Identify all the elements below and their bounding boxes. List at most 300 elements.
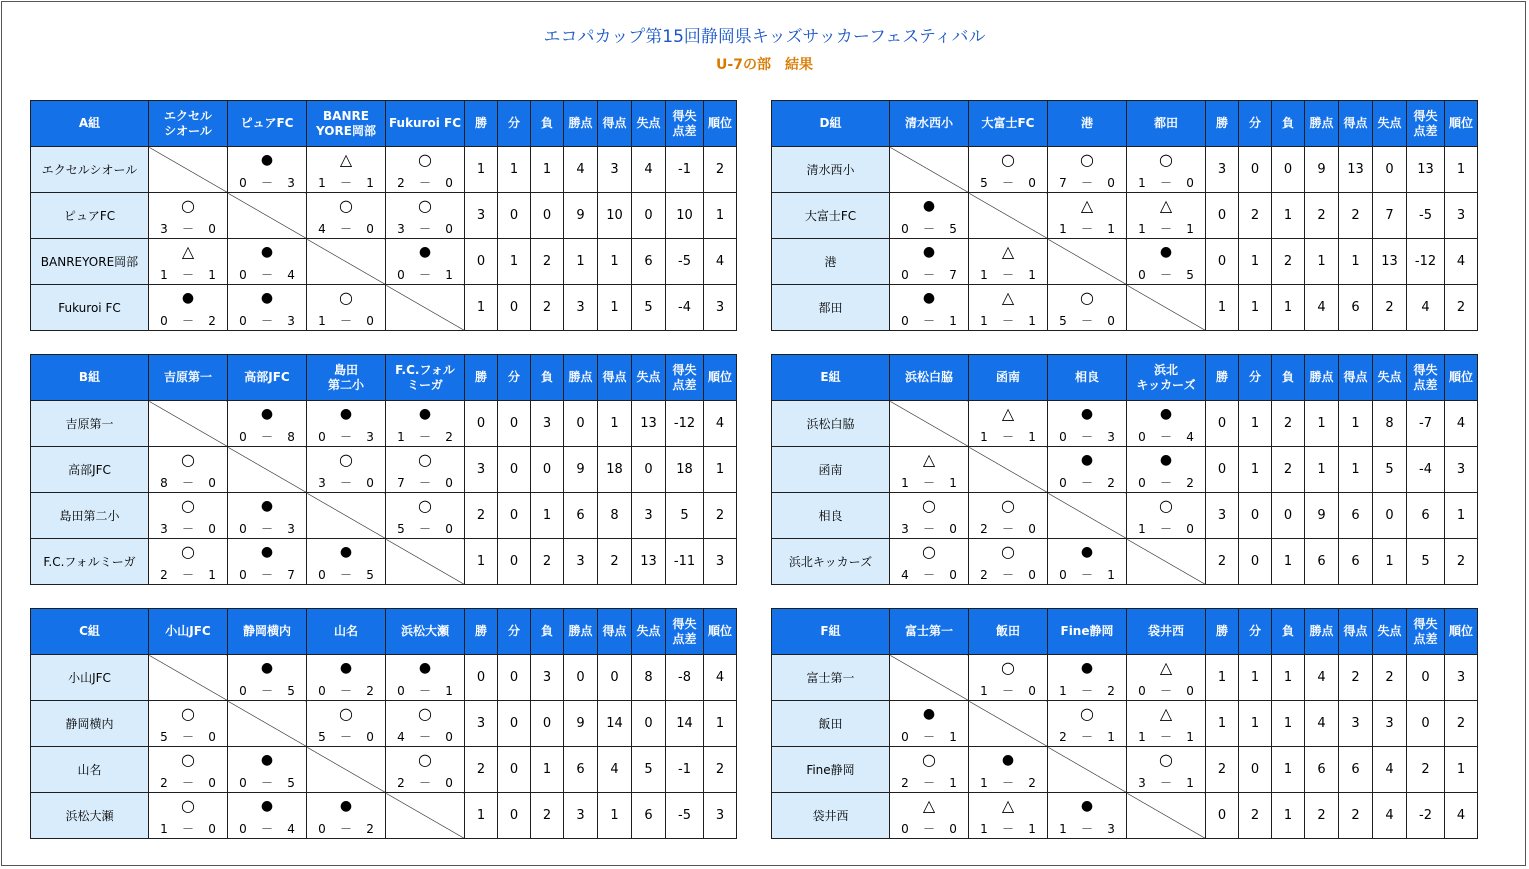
stat-value: 2 (1272, 447, 1305, 493)
stat-value: 2 (1373, 285, 1407, 331)
match-score (1048, 684, 1126, 699)
score-dash: － (1001, 522, 1014, 536)
match-result (386, 493, 465, 539)
opponent-header: 大富士FC (969, 101, 1048, 147)
match-score (228, 314, 306, 329)
score-dash: － (181, 268, 194, 282)
stat-header: 得失 点差 (1407, 101, 1445, 147)
score-dash: － (339, 476, 352, 490)
score-opponent: 2 (1107, 476, 1115, 490)
result-mark: ○ (922, 750, 936, 769)
stat-value: 13 (632, 401, 666, 447)
score-own: 3 (160, 222, 168, 236)
stat-value: 10 (666, 193, 704, 239)
score-own: 5 (397, 522, 405, 536)
stat-value: 5 (632, 285, 666, 331)
team-row (772, 793, 1478, 839)
stat-value: 3 (1445, 193, 1478, 239)
stat-value: -4 (666, 285, 704, 331)
stat-value: 0 (465, 239, 498, 285)
result-mark: ○ (1159, 496, 1173, 515)
stat-header: 負 (1272, 355, 1305, 401)
score-opponent: 1 (445, 268, 453, 282)
match-score (890, 776, 968, 791)
score-dash: － (922, 776, 935, 790)
stat-value: 1 (1239, 655, 1272, 701)
result-mark: ● (1159, 244, 1173, 260)
stat-value: 3 (531, 401, 564, 447)
stat-value: 6 (1339, 493, 1373, 539)
stat-header: 順位 (1445, 101, 1478, 147)
stat-value: -1 (666, 747, 704, 793)
score-opponent: 5 (949, 222, 957, 236)
score-opponent: 1 (1028, 430, 1036, 444)
stat-value: 1 (1239, 447, 1272, 493)
team-row (772, 193, 1478, 239)
match-result (1127, 747, 1206, 793)
stat-value: 3 (465, 447, 498, 493)
match-result (1127, 447, 1206, 493)
match-score (890, 568, 968, 583)
team-name: 静岡横内 (31, 701, 149, 747)
score-dash: － (339, 222, 352, 236)
match-score (386, 684, 464, 699)
score-own: 1 (980, 822, 988, 836)
score-dash: － (260, 776, 273, 790)
match-score (307, 568, 385, 583)
team-row (772, 655, 1478, 701)
stat-value: 0 (1407, 655, 1445, 701)
stat-value: 3 (1373, 701, 1407, 747)
score-dash: － (1001, 430, 1014, 444)
score-opponent: 0 (1186, 522, 1194, 536)
match-score (1048, 822, 1126, 837)
score-dash: － (1159, 222, 1172, 236)
stat-value: 0 (531, 193, 564, 239)
score-dash: － (1001, 314, 1014, 328)
score-dash: － (181, 522, 194, 536)
match-result (969, 793, 1048, 839)
result-mark: ● (922, 290, 936, 306)
score-own: 0 (1059, 476, 1067, 490)
stat-header: 勝 (1206, 609, 1239, 655)
score-own: 0 (239, 568, 247, 582)
result-mark: △ (1001, 288, 1015, 307)
stat-value: 0 (1373, 147, 1407, 193)
result-mark: ○ (1080, 704, 1094, 723)
match-score (228, 268, 306, 283)
match-score (969, 268, 1047, 283)
score-dash: － (1001, 568, 1014, 582)
result-mark: ● (1159, 406, 1173, 422)
match-result (149, 747, 228, 793)
stat-value: 6 (1407, 493, 1445, 539)
match-score (149, 522, 227, 537)
stat-value: 6 (1339, 285, 1373, 331)
group-name: D組 (772, 101, 890, 147)
match-result (1048, 147, 1127, 193)
match-score (386, 176, 464, 191)
stat-value: 3 (1445, 655, 1478, 701)
stat-value: 4 (1445, 793, 1478, 839)
stat-value: 3 (465, 193, 498, 239)
match-result (149, 239, 228, 285)
score-opponent: 0 (366, 222, 374, 236)
stat-value: 1 (1305, 239, 1339, 285)
stat-value: 6 (1305, 747, 1339, 793)
stat-value: 2 (531, 793, 564, 839)
score-dash: － (418, 776, 431, 790)
match-result (386, 447, 465, 493)
score-dash: － (418, 430, 431, 444)
match-result (307, 285, 386, 331)
score-dash: － (260, 684, 273, 698)
stat-value: 2 (531, 539, 564, 585)
group-table (771, 100, 1478, 331)
score-dash: － (181, 568, 194, 582)
stat-value: 3 (1206, 147, 1239, 193)
score-own: 0 (239, 684, 247, 698)
score-dash: － (260, 822, 273, 836)
stat-value: 3 (704, 539, 737, 585)
result-mark: ● (339, 660, 353, 676)
stat-header: 得失 点差 (666, 609, 704, 655)
score-own: 8 (160, 476, 168, 490)
score-own: 2 (397, 176, 405, 190)
match-result (149, 447, 228, 493)
score-own: 0 (239, 268, 247, 282)
score-opponent: 1 (1107, 730, 1115, 744)
match-result (890, 793, 969, 839)
group-name: A組 (31, 101, 149, 147)
team-name: 都田 (772, 285, 890, 331)
stat-value: 0 (1373, 493, 1407, 539)
result-mark: ○ (339, 288, 353, 307)
match-score (228, 776, 306, 791)
match-result (890, 193, 969, 239)
stat-header: 失点 (1373, 101, 1407, 147)
stat-value: 0 (498, 701, 531, 747)
match-result (307, 401, 386, 447)
score-dash: － (922, 476, 935, 490)
score-opponent: 1 (208, 568, 216, 582)
score-opponent: 0 (1028, 176, 1036, 190)
stat-value: 1 (704, 447, 737, 493)
match-score (228, 176, 306, 191)
stat-value: 0 (598, 655, 632, 701)
stat-value: 1 (1206, 285, 1239, 331)
score-opponent: 4 (287, 268, 295, 282)
stat-value: 1 (498, 147, 531, 193)
stat-value: 1 (1339, 447, 1373, 493)
match-result (1127, 701, 1206, 747)
team-name: 浜松白脇 (772, 401, 890, 447)
team-row (31, 193, 737, 239)
score-opponent: 2 (366, 822, 374, 836)
stat-value: 0 (564, 655, 598, 701)
opponent-header: Fine静岡 (1048, 609, 1127, 655)
match-score (228, 568, 306, 583)
team-row (772, 747, 1478, 793)
stat-value: 4 (564, 147, 598, 193)
score-own: 3 (1138, 776, 1146, 790)
match-result (149, 493, 228, 539)
stat-header: 勝 (465, 101, 498, 147)
match-score (307, 730, 385, 745)
result-mark: ● (260, 752, 274, 768)
stat-value: 1 (1272, 285, 1305, 331)
stat-value: 0 (1239, 493, 1272, 539)
match-result (386, 147, 465, 193)
stat-value: 3 (564, 285, 598, 331)
score-opponent: 0 (445, 730, 453, 744)
match-result (228, 401, 307, 447)
result-mark: ● (260, 498, 274, 514)
group-table (30, 608, 737, 839)
score-opponent: 0 (445, 776, 453, 790)
score-opponent: 1 (949, 776, 957, 790)
team-row (772, 401, 1478, 447)
match-score (1127, 176, 1205, 191)
match-score (1127, 476, 1205, 491)
stat-value: 8 (632, 655, 666, 701)
match-score (386, 776, 464, 791)
score-dash: － (1159, 522, 1172, 536)
stat-value: 0 (1206, 239, 1239, 285)
score-dash: － (1159, 430, 1172, 444)
score-opponent: 1 (1028, 268, 1036, 282)
stat-header: 勝点 (1305, 101, 1339, 147)
stat-value: 4 (598, 747, 632, 793)
match-score (890, 522, 968, 537)
result-mark: ○ (418, 450, 432, 469)
score-dash: － (1080, 730, 1093, 744)
stat-value: -4 (1407, 447, 1445, 493)
match-result (386, 193, 465, 239)
score-dash: － (922, 522, 935, 536)
result-mark: ○ (181, 496, 195, 515)
opponent-header: 袋井西 (1127, 609, 1206, 655)
stat-header: 得失 点差 (666, 101, 704, 147)
header-row (772, 101, 1478, 147)
score-own: 5 (980, 176, 988, 190)
stat-value: 3 (564, 539, 598, 585)
team-name: BANREYORE岡部 (31, 239, 149, 285)
result-mark: ● (1080, 660, 1094, 676)
self-match-diagonal (228, 193, 307, 239)
score-own: 0 (1138, 684, 1146, 698)
stat-value: 1 (1272, 747, 1305, 793)
score-own: 1 (318, 176, 326, 190)
match-result (228, 239, 307, 285)
result-mark: ● (339, 544, 353, 560)
stat-value: -5 (666, 239, 704, 285)
stat-header: 得点 (598, 355, 632, 401)
team-row (31, 539, 737, 585)
team-name: 山名 (31, 747, 149, 793)
match-result (228, 747, 307, 793)
stat-value: 4 (1407, 285, 1445, 331)
match-score (969, 522, 1047, 537)
stat-value: 3 (465, 701, 498, 747)
score-opponent: 1 (1028, 822, 1036, 836)
stat-header: 負 (1272, 609, 1305, 655)
match-score (1048, 430, 1126, 445)
score-opponent: 5 (287, 776, 295, 790)
stat-value: 6 (632, 239, 666, 285)
result-mark: ○ (339, 450, 353, 469)
stat-value: 0 (564, 401, 598, 447)
score-opponent: 1 (366, 176, 374, 190)
result-mark: △ (1001, 796, 1015, 815)
stat-value: 2 (704, 747, 737, 793)
score-own: 1 (160, 822, 168, 836)
stat-value: 18 (666, 447, 704, 493)
team-name: 島田第二小 (31, 493, 149, 539)
score-dash: － (1080, 222, 1093, 236)
stat-value: 3 (704, 285, 737, 331)
match-score (969, 822, 1047, 837)
score-own: 1 (318, 314, 326, 328)
stat-value: 6 (632, 793, 666, 839)
stat-header: 勝 (1206, 355, 1239, 401)
score-own: 1 (1059, 222, 1067, 236)
score-opponent: 2 (1107, 684, 1115, 698)
opponent-header: 小山JFC (149, 609, 228, 655)
result-mark: ● (1080, 544, 1094, 560)
stat-header: 得点 (1339, 609, 1373, 655)
stat-header: 順位 (704, 101, 737, 147)
stat-value: 1 (1239, 701, 1272, 747)
score-own: 2 (160, 776, 168, 790)
self-match-diagonal (149, 655, 228, 701)
score-dash: － (1080, 476, 1093, 490)
stat-value: 1 (465, 793, 498, 839)
score-dash: － (260, 176, 273, 190)
match-score (307, 222, 385, 237)
result-mark: ○ (1159, 150, 1173, 169)
match-score (969, 176, 1047, 191)
score-dash: － (418, 730, 431, 744)
self-match-diagonal (1048, 747, 1127, 793)
score-dash: － (1001, 176, 1014, 190)
score-dash: － (1001, 776, 1014, 790)
score-opponent: 4 (287, 822, 295, 836)
stat-value: 4 (632, 147, 666, 193)
match-result (307, 539, 386, 585)
team-name: 港 (772, 239, 890, 285)
match-result (1127, 401, 1206, 447)
result-mark: ● (260, 406, 274, 422)
score-opponent: 8 (287, 430, 295, 444)
group-table (771, 354, 1478, 585)
score-opponent: 1 (1028, 314, 1036, 328)
opponent-header: エクセル シオール (149, 101, 228, 147)
stat-value: 4 (1445, 239, 1478, 285)
result-mark: ● (260, 660, 274, 676)
self-match-diagonal (307, 747, 386, 793)
score-dash: － (181, 822, 194, 836)
stat-header: 負 (531, 101, 564, 147)
score-opponent: 0 (1186, 684, 1194, 698)
result-mark: ● (260, 544, 274, 560)
score-opponent: 1 (445, 684, 453, 698)
score-opponent: 0 (1107, 314, 1115, 328)
result-mark: ● (1080, 798, 1094, 814)
stat-value: 2 (704, 147, 737, 193)
score-opponent: 0 (949, 822, 957, 836)
score-opponent: 0 (445, 522, 453, 536)
score-dash: － (260, 268, 273, 282)
score-own: 3 (318, 476, 326, 490)
match-result (386, 655, 465, 701)
match-result (1127, 493, 1206, 539)
stat-value: 1 (531, 493, 564, 539)
score-own: 2 (980, 568, 988, 582)
stat-value: 2 (1206, 747, 1239, 793)
stat-header: 分 (498, 101, 531, 147)
result-mark: ○ (1159, 750, 1173, 769)
stat-value: 3 (598, 147, 632, 193)
team-row (31, 747, 737, 793)
stat-value: 3 (632, 493, 666, 539)
header-row (772, 609, 1478, 655)
match-score (307, 430, 385, 445)
page-subtitle: U-7の部 結果 (716, 57, 813, 73)
match-result (386, 747, 465, 793)
match-score (1048, 730, 1126, 745)
score-own: 0 (318, 568, 326, 582)
result-mark: ● (1159, 452, 1173, 468)
score-own: 4 (397, 730, 405, 744)
result-mark: ○ (1080, 150, 1094, 169)
stat-header: 分 (1239, 355, 1272, 401)
stat-value: 9 (564, 193, 598, 239)
match-score (149, 776, 227, 791)
stat-value: 0 (632, 701, 666, 747)
match-score (969, 684, 1047, 699)
match-score (969, 568, 1047, 583)
stat-value: 1 (1445, 747, 1478, 793)
stat-header: 失点 (1373, 355, 1407, 401)
score-opponent: 0 (1107, 176, 1115, 190)
match-result (149, 793, 228, 839)
result-mark: ○ (181, 542, 195, 561)
score-opponent: 1 (949, 476, 957, 490)
stat-header: 勝点 (1305, 355, 1339, 401)
opponent-header: 島田 第二小 (307, 355, 386, 401)
score-dash: － (181, 776, 194, 790)
stat-value: -12 (666, 401, 704, 447)
match-result (1127, 655, 1206, 701)
team-name: F.C.フォルミーガ (31, 539, 149, 585)
match-score (149, 730, 227, 745)
team-name: 函南 (772, 447, 890, 493)
score-own: 1 (1138, 522, 1146, 536)
stat-value: 1 (598, 285, 632, 331)
match-score (890, 476, 968, 491)
match-result (1048, 539, 1127, 585)
opponent-header: 富士第一 (890, 609, 969, 655)
score-opponent: 0 (949, 522, 957, 536)
self-match-diagonal (307, 239, 386, 285)
team-row (772, 285, 1478, 331)
score-opponent: 0 (1028, 684, 1036, 698)
score-opponent: 1 (949, 314, 957, 328)
opponent-header: 清水西小 (890, 101, 969, 147)
score-opponent: 0 (208, 730, 216, 744)
score-own: 1 (980, 684, 988, 698)
